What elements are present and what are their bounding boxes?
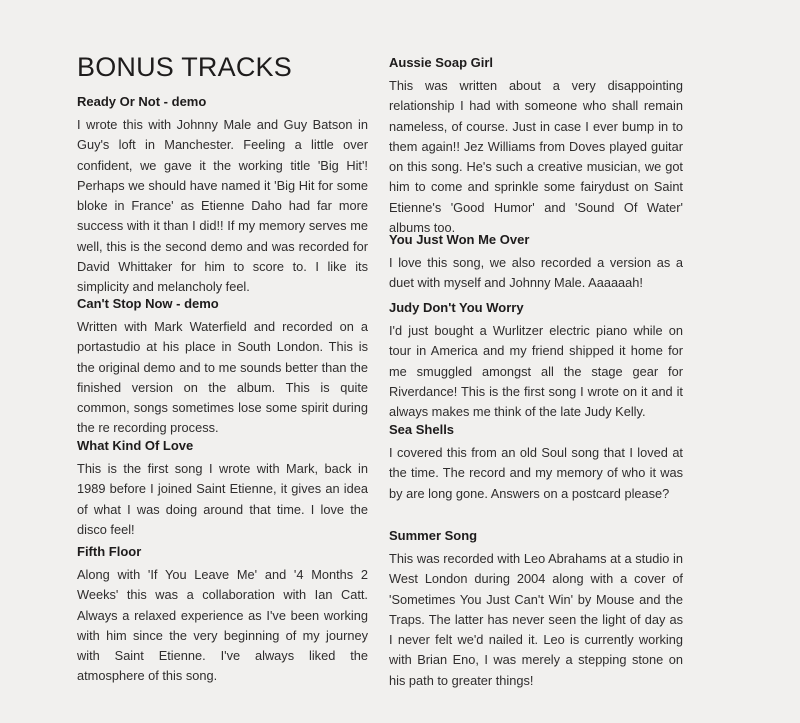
track-title: Judy Don't You Worry [389,300,524,315]
track-notes: Written with Mark Waterfield and recorded on a portastudio at his place in South London. This is the original demo and to me sounds better than the finished version on the album. This is quite common, songs sometimes lose some spirit during the re recording process. [77,319,368,436]
track-title: Ready Or Not - demo [77,94,207,109]
track-summer-song [389,527,683,691]
track-judy-dont-you-worry [389,299,683,422]
track-title: You Just Won Me Over [389,232,530,247]
track-notes: I'd just bought a Wurlitzer electric piano while on tour in America and my friend shipped it home for me smuggled amongst all the stage gear for Riverdance! This is the first song I wrote on it and it always makes me think of the late Judy Kelly. [389,323,683,420]
track-ready-or-not [77,93,368,298]
track-notes: I love this song, we also recorded a version as a duet with myself and Johnny Male. Aaaaaah! [389,255,683,291]
track-aussie-soap-girl [389,54,683,238]
track-title: Aussie Soap Girl [389,55,494,70]
track-title: What Kind Of Love [77,438,194,453]
track-notes: This was recorded with Leo Abrahams at a studio in West London during 2004 along with a cover of 'Sometimes You Just Can't Win' by Mouse and the Traps. The latter has never seen the light of day as I never felt we'd nailed it. Leo is currently working with Brian Eno, I was merely a stepping stone on his path to greater things! [389,551,683,688]
track-you-just-won-me-over [389,231,683,294]
track-notes: I covered this from an old Soul song that I loved at the time. The record and my memory of who it was by are long gone. Answers on a postcard please? [389,445,683,501]
track-title: Summer Song [389,528,478,543]
page-title: BONUS TRACKS [77,52,292,82]
track-sea-shells [389,421,683,504]
track-notes: This is the first song I wrote with Mark, back in 1989 before I joined Saint Etienne, it gives an idea of what I was doing around that time. I love the disco feel! [77,461,368,537]
track-what-kind-of-love [77,437,368,540]
track-fifth-floor [77,543,368,687]
track-title: Fifth Floor [77,544,142,559]
track-notes: I wrote this with Johnny Male and Guy Batson in Guy's loft in Manchester. Feeling a little over confident, we gave it the working title 'Big Hit'! Perhaps we should have named it 'Big Hit for some bloke in France' as Etienne Daho had far more success with it than I did!! If my memory serves me well, this is the second demo and was recorded for David Whittaker for him to score to. I like its simplicity and melancholy feel. [77,117,368,295]
track-notes: This was written about a very disappointing relationship I had with someone who shall remain nameless, of course. Just in case I ever bump in to them again!! Jez Williams from Doves played guitar on this song. He's such a creative musician, we got him to come and sprinkle some fairydust on Saint Etienne's 'Good Humor' and 'Sound Of Water' albums too. [389,78,683,236]
track-cant-stop-now [77,295,368,439]
track-title: Sea Shells [389,422,455,437]
track-title: Can't Stop Now - demo [77,296,219,311]
track-notes: Along with 'If You Leave Me' and '4 Months 2 Weeks' this was a collaboration with Ian Catt. Always a relaxed experience as I've been working with him since the very beginning of my journey with Saint Etienne. I've always liked the atmosphere of this song. [77,567,368,684]
